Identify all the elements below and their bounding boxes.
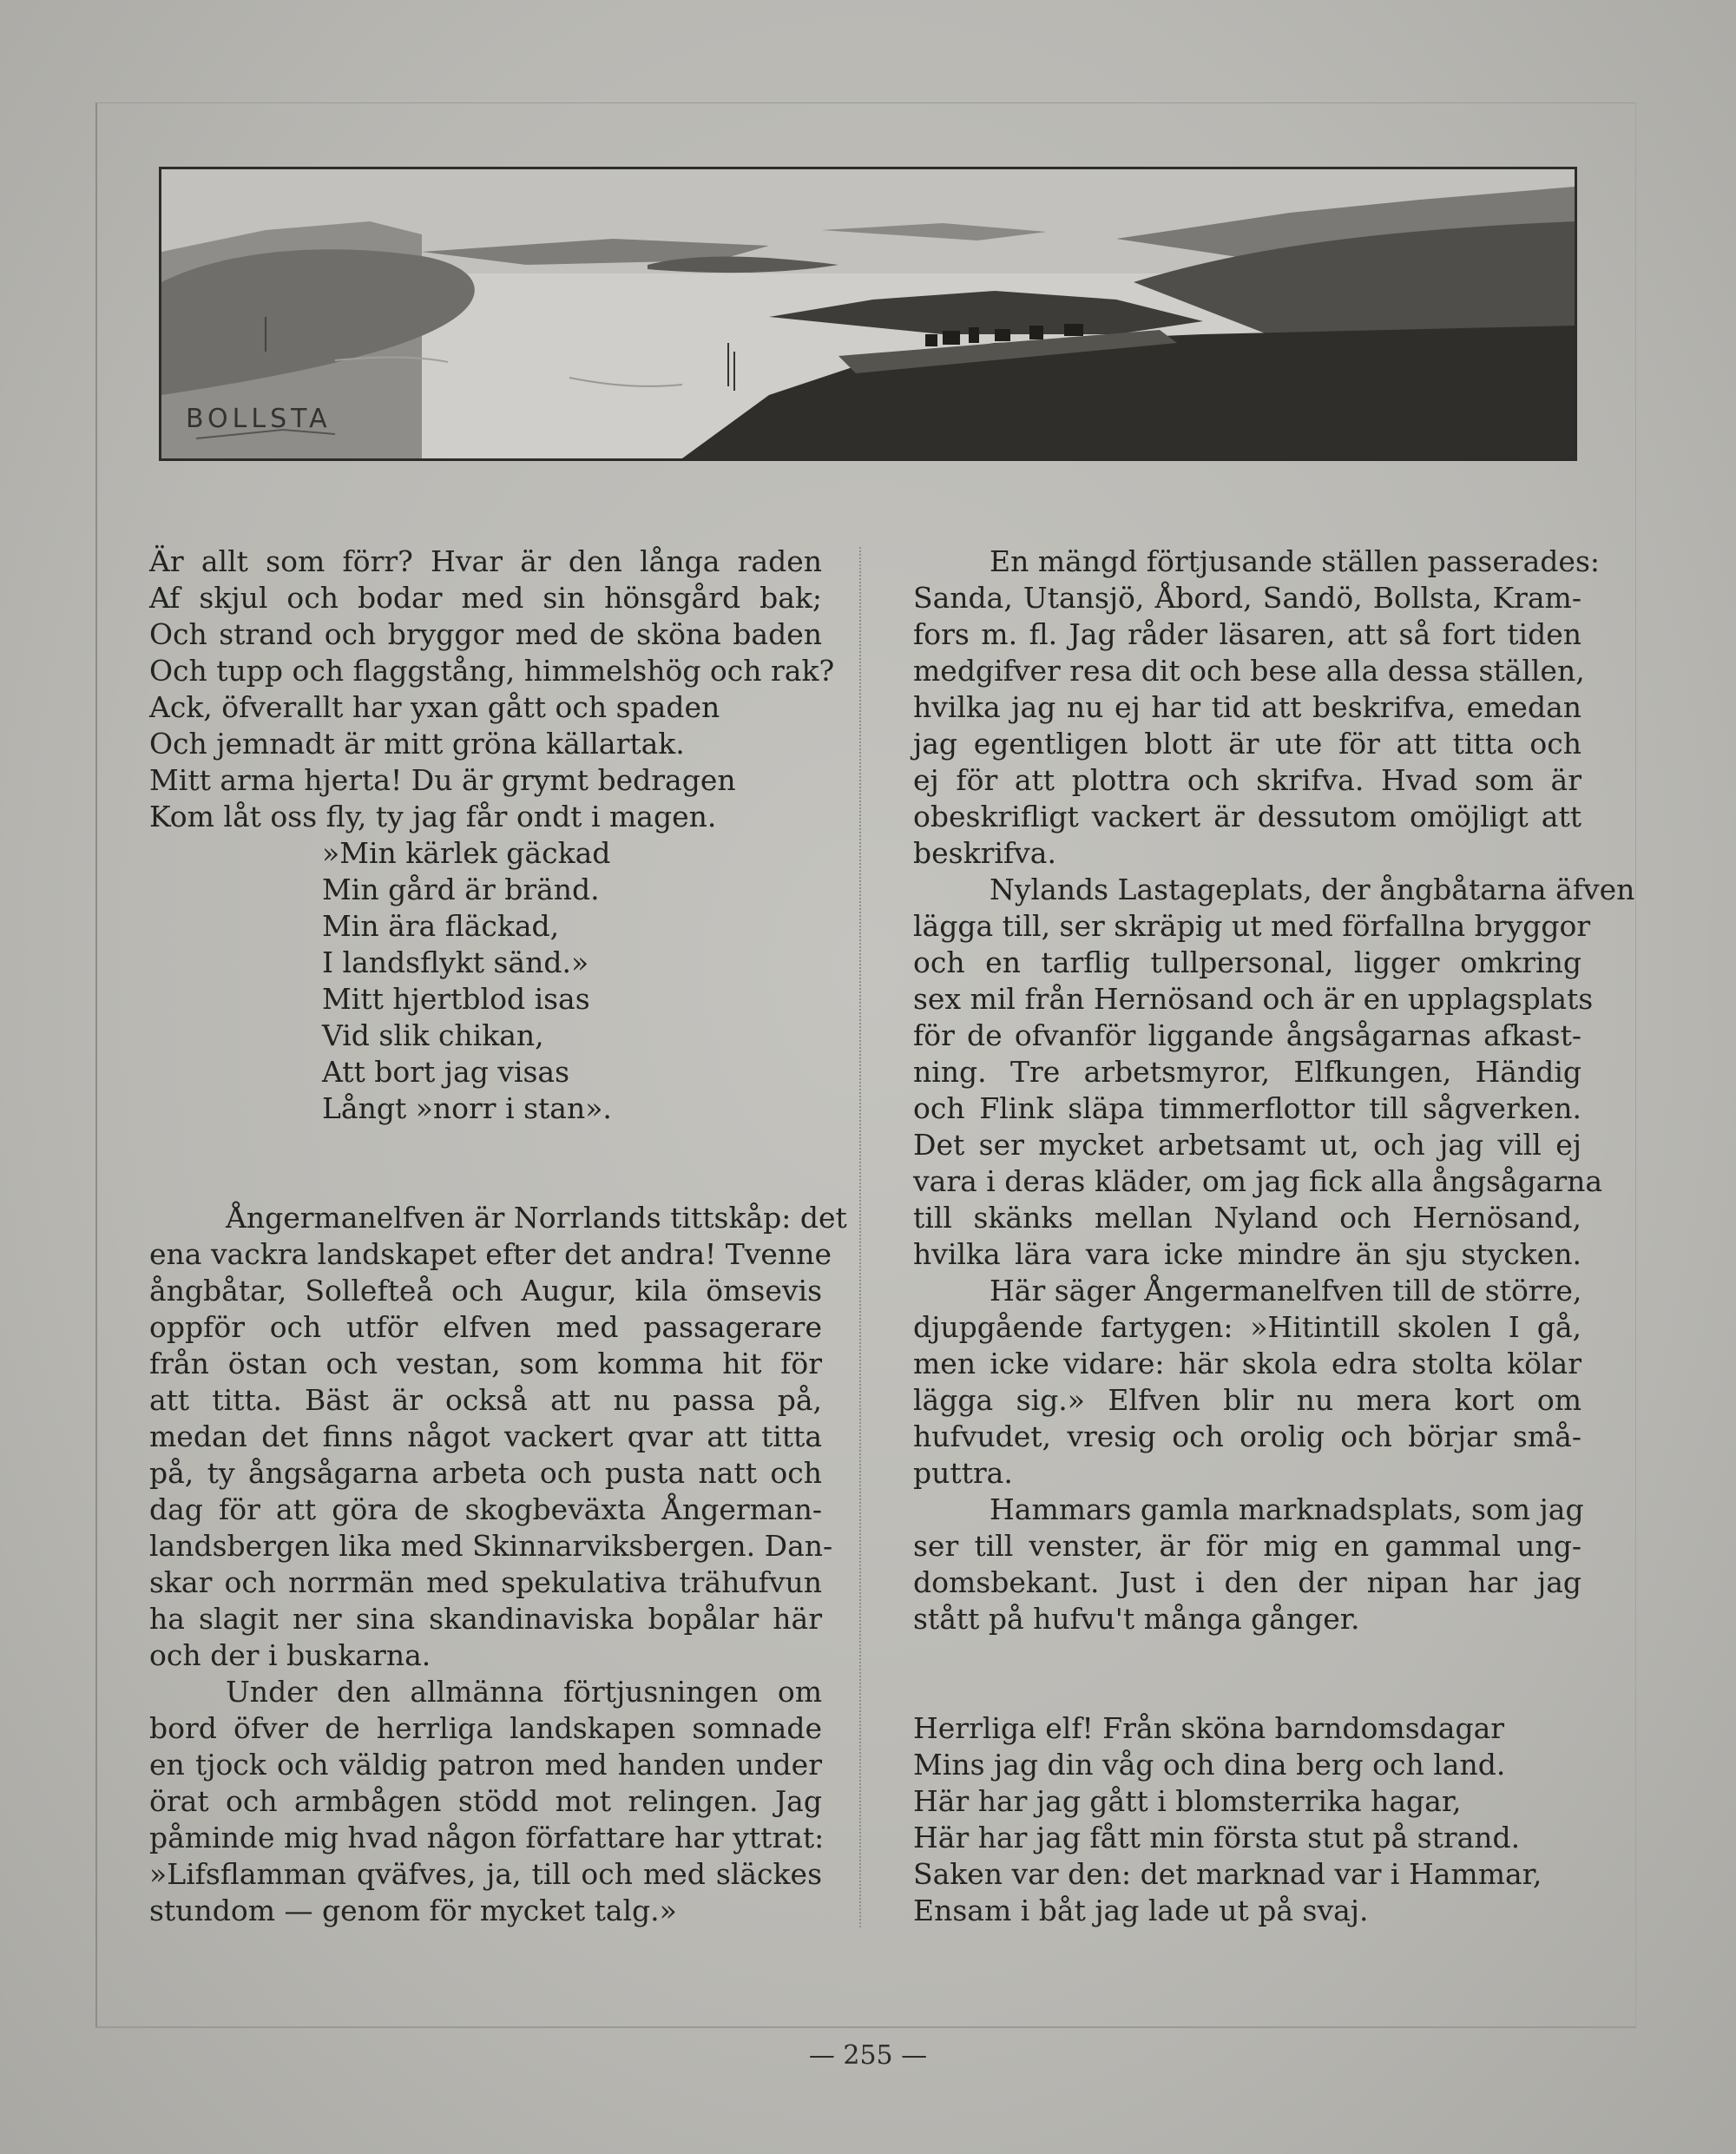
- text-line: ej för att plottra och skrifva. Hvad som är: [913, 763, 1581, 797]
- text-line: ning. Tre arbetsmyror, Elfkungen, Händig: [913, 1055, 1581, 1089]
- text-line: på, ty ångsågarna arbeta och pusta natt och: [149, 1456, 822, 1490]
- illustration-caption: BOLLSTA: [186, 404, 332, 434]
- page-number: — 255 —: [808, 2040, 928, 2071]
- text-line: Och jemnadt är mitt gröna källartak.: [149, 727, 685, 761]
- text-line: sex mil från Hernösand och är en upplagsplats: [913, 982, 1594, 1016]
- text-line: Här säger Ångermanelfven till de större,: [990, 1274, 1582, 1308]
- text-line: »Min kärlek gäckad: [322, 836, 611, 870]
- text-line: Långt »norr i stan».: [322, 1091, 612, 1125]
- text-line: domsbekant. Just i den der nipan har jag: [913, 1565, 1581, 1599]
- text-line: Nylands Lastageplats, der ångbåtarna äfven: [990, 873, 1635, 906]
- bollsta-illustration: [159, 167, 1577, 461]
- text-line: lägga sig.» Elfven blir nu mera kort om: [913, 1383, 1581, 1417]
- text-line: fors m. fl. Jag råder läsaren, att så fort tiden: [913, 617, 1581, 651]
- text-line: ena vackra landskapet efter det andra! Tvenne: [149, 1237, 832, 1271]
- text-line: landsbergen lika med Skinnarviksbergen. Dan-: [149, 1529, 833, 1563]
- text-line: påminde mig hvad någon författare har yttrat:: [149, 1821, 825, 1854]
- text-line: obeskrifligt vackert är dessutom omöjligt att: [913, 800, 1581, 833]
- text-line: Det ser mycket arbetsamt ut, och jag vill ej: [913, 1128, 1581, 1162]
- text-line: och Flink släpa timmerflottor till sågverken.: [913, 1091, 1581, 1125]
- text-line: Ensam i båt jag lade ut på svaj.: [913, 1894, 1369, 1927]
- text-line: Vid slik chikan,: [322, 1018, 544, 1052]
- text-line: skar och norrmän med spekulativa trähufvun: [149, 1565, 822, 1599]
- landscape-drawing: [161, 169, 1575, 458]
- text-line: örat och armbågen stödd mot relingen. Jag: [149, 1784, 822, 1818]
- text-line: Af skjul och bodar med sin hönsgård bak;: [149, 581, 822, 615]
- text-line: Mins jag din våg och dina berg och land.: [913, 1748, 1506, 1782]
- text-line: men icke vidare: här skola edra stolta kölar: [913, 1347, 1581, 1380]
- text-line: att titta. Bäst är också att nu passa på,: [149, 1383, 822, 1417]
- text-line: lägga till, ser skräpig ut med förfallna bryggor: [913, 909, 1591, 943]
- text-line: Under den allmänna förtjusningen om: [226, 1675, 822, 1709]
- column-divider: [859, 547, 861, 1927]
- text-line: Min ära fläckad,: [322, 909, 560, 943]
- text-line: stundom — genom för mycket talg.»: [149, 1894, 677, 1927]
- text-line: djupgående fartygen: »Hitintill skolen I gå,: [913, 1310, 1581, 1344]
- text-line: hvilka jag nu ej har tid att beskrifva, emedan: [913, 690, 1581, 724]
- text-line: Och tupp och flaggstång, himmelshög och rak?: [149, 654, 835, 688]
- text-line: Här har jag fått min första stut på strand.: [913, 1821, 1521, 1854]
- text-line: Herrliga elf! Från sköna barndomsdagar: [913, 1711, 1505, 1745]
- text-line: ha slagit ner sina skandinaviska bopålar här: [149, 1602, 822, 1636]
- text-line: Mitt hjertblod isas: [322, 982, 590, 1016]
- text-line: Här har jag gått i blomsterrika hagar,: [913, 1784, 1462, 1818]
- left-column: [149, 543, 847, 1929]
- text-line: till skänks mellan Nyland och Hernösand,: [913, 1201, 1581, 1235]
- text-line: Att bort jag visas: [322, 1055, 570, 1089]
- text-line: medan det finns något vackert qvar att titta: [149, 1420, 822, 1453]
- text-line: dag för att göra de skogbeväxta Ångerman-: [149, 1492, 822, 1526]
- text-line: medgifver resa dit och bese alla dessa ställen,: [913, 654, 1585, 688]
- text-line: hufvudet, vresig och orolig och börjar små-: [913, 1420, 1581, 1453]
- text-line: en tjock och väldig patron med handen under: [149, 1748, 822, 1782]
- text-line: bord öfver de herrliga landskapen somnade: [149, 1711, 822, 1745]
- text-line: Saken var den: det marknad var i Hammar,: [913, 1857, 1542, 1891]
- text-line: Ångermanelfven är Norrlands tittskåp: det: [226, 1201, 847, 1235]
- text-line: »Lifsflamman qväfves, ja, till och med släckes: [149, 1857, 822, 1891]
- text-line: hvilka lära vara icke mindre än sju stycken.: [913, 1237, 1581, 1271]
- text-line: Sanda, Utansjö, Åbord, Sandö, Bollsta, Kram-: [913, 581, 1581, 615]
- text-line: Och strand och bryggor med de sköna baden: [149, 617, 822, 651]
- text-line: och en tarflig tullpersonal, ligger omkring: [913, 945, 1581, 979]
- text-line: Kom låt oss fly, ty jag får ondt i magen.: [149, 800, 717, 833]
- text-line: Är allt som förr? Hvar är den långa raden: [149, 544, 822, 578]
- text-line: ser till venster, är för mig en gammal ung-: [913, 1529, 1581, 1563]
- text-line: I landsflykt sänd.»: [322, 945, 589, 979]
- text-line: Min gård är bränd.: [322, 873, 600, 906]
- text-line: En mängd förtjusande ställen passerades:: [990, 544, 1601, 578]
- text-line: puttra.: [913, 1456, 1013, 1490]
- text-line: Ack, öfverallt har yxan gått och spaden: [149, 690, 720, 724]
- text-line: jag egentligen blott är ute för att titta och: [913, 727, 1581, 761]
- text-line: för de ofvanför liggande ångsågarnas afkast-: [913, 1018, 1581, 1052]
- text-line: oppför och utför elfven med passagerare: [149, 1310, 822, 1344]
- text-line: Hammars gamla marknadsplats, som jag: [990, 1492, 1584, 1526]
- right-column: [913, 543, 1635, 1929]
- text-line: ångbåtar, Sollefteå och Augur, kila ömsevis: [149, 1274, 822, 1308]
- stanza-gap: [913, 1637, 1581, 1710]
- text-line: och der i buskarna.: [149, 1638, 431, 1672]
- text-line: från östan och vestan, som komma hit för: [149, 1347, 822, 1380]
- text-line: Mitt arma hjerta! Du är grymt bedragen: [149, 763, 736, 797]
- stanza-gap: [149, 1127, 822, 1200]
- text-line: vara i deras kläder, om jag fick alla ångsågarna: [913, 1164, 1603, 1198]
- text-line: beskrifva.: [913, 836, 1056, 870]
- text-line: stått på hufvu't många gånger.: [913, 1602, 1360, 1636]
